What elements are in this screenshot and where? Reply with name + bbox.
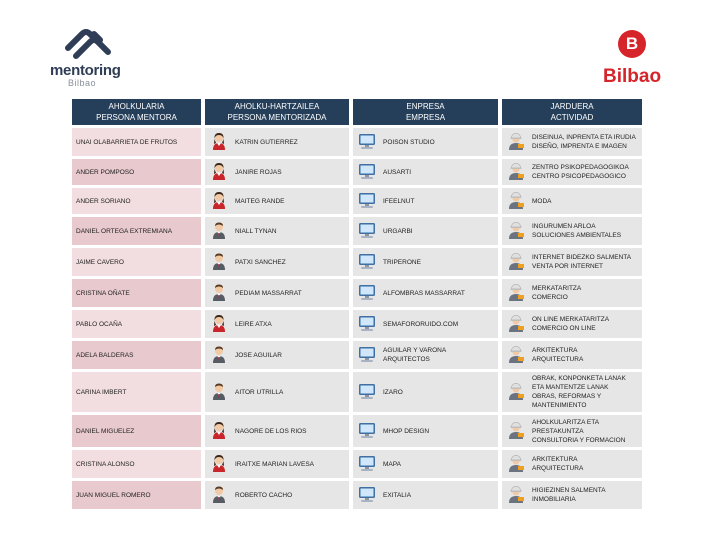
- mentor-cell: [72, 279, 201, 307]
- activity-line: ARKITEKTURA: [532, 456, 578, 463]
- computer-icon: [357, 190, 377, 212]
- activity-cell: [502, 310, 642, 338]
- computer-icon: [357, 381, 377, 403]
- mentee-cell: [205, 372, 349, 412]
- computer-icon: [357, 251, 377, 273]
- mentor-cell: [72, 372, 201, 412]
- company-name: IFEELNUT: [383, 197, 415, 205]
- mentor-name: CRISTINA ALONSO: [76, 460, 135, 468]
- mentor-name: DANIEL MIGUELEZ: [76, 427, 135, 435]
- worker-icon: [506, 381, 526, 403]
- mentee-name: JOSE AGUILAR: [235, 351, 282, 359]
- mentee-cell: [205, 188, 349, 214]
- man-icon: [209, 484, 229, 506]
- mentee-cell: [205, 128, 349, 156]
- activity-line: ZENTRO PSIKOPEDAGOGIKOA: [532, 164, 629, 171]
- activity-line: OBRAK, KONPONKETA LANAK ETA MANTENTZE LANAK: [532, 375, 626, 391]
- mentee-cell: [205, 248, 349, 276]
- computer-icon: [357, 220, 377, 242]
- company-cell: [353, 248, 498, 276]
- company-name: MAPA: [383, 460, 401, 468]
- company-name: EXITALIA: [383, 491, 412, 499]
- activity-cell: [502, 450, 642, 478]
- mentor-name: ANDER SORIANO: [76, 197, 131, 205]
- table-row: [72, 128, 642, 156]
- computer-icon: [357, 161, 377, 183]
- computer-icon: [357, 131, 377, 153]
- worker-icon: [506, 282, 526, 304]
- worker-icon: [506, 313, 526, 335]
- mentoring-table: [68, 96, 646, 512]
- mentor-name: DANIEL ORTEGA EXTREMIANA: [76, 227, 173, 235]
- man-icon: [209, 381, 229, 403]
- activity-line: MERKATARITZA: [532, 285, 582, 292]
- mentor-name: CARINA IMBERT: [76, 388, 127, 396]
- activity-line: MODA: [532, 197, 552, 205]
- mentor-name: JUAN MIGUEL ROMERO: [76, 491, 151, 499]
- activity-line: OBRAS, REFORMAS Y MANTENIMIENTO: [532, 393, 602, 409]
- mentee-cell: [205, 217, 349, 245]
- bilbao-logo-icon: B: [618, 30, 646, 58]
- mentor-cell: [72, 159, 201, 185]
- worker-icon: [506, 453, 526, 475]
- mentor-name: ADELA BALDERAS: [76, 351, 134, 359]
- company-cell: [353, 450, 498, 478]
- header-mentee-eu: AHOLKU-HARTZAILEA: [234, 102, 320, 111]
- company-name: SEMAFORORUIDO.COM: [383, 320, 459, 328]
- mentee-cell: [205, 481, 349, 509]
- worker-icon: [506, 420, 526, 442]
- computer-icon: [357, 484, 377, 506]
- header-activity-es: ACTIVIDAD: [550, 113, 594, 122]
- activity-cell: [502, 248, 642, 276]
- company-cell: [353, 128, 498, 156]
- mentor-name: CRISTINA OÑATE: [76, 289, 130, 297]
- mentor-cell: [72, 128, 201, 156]
- company-cell: [353, 341, 498, 369]
- bilbao-logo-text: Bilbao: [603, 66, 662, 87]
- company-name: ALFOMBRAS MASSARRAT: [383, 289, 465, 297]
- activity-cell: [502, 279, 642, 307]
- mentee-name: AITOR UTRILLA: [235, 388, 284, 396]
- header-mentor-eu: AHOLKULARIA: [108, 102, 165, 111]
- table-row: [72, 481, 642, 509]
- woman-icon: [209, 453, 229, 475]
- company-cell: [353, 481, 498, 509]
- mentor-cell: [72, 248, 201, 276]
- worker-icon: [506, 251, 526, 273]
- mentee-name: MAITEG RANDE: [235, 197, 285, 205]
- woman-icon: [209, 131, 229, 153]
- mentor-cell: [72, 188, 201, 214]
- activity-cell: [502, 341, 642, 369]
- man-icon: [209, 251, 229, 273]
- man-icon: [209, 282, 229, 304]
- computer-icon: [357, 420, 377, 442]
- header-mentee-es: PERSONA MENTORIZADA: [227, 113, 327, 122]
- table-row: [72, 188, 642, 214]
- mentor-cell: [72, 217, 201, 245]
- company-name: URGARBI: [383, 227, 413, 235]
- activity-cell: [502, 415, 642, 447]
- mentee-cell: [205, 159, 349, 185]
- header-mentor: [72, 99, 201, 125]
- mentee-cell: [205, 450, 349, 478]
- mentor-cell: [72, 450, 201, 478]
- company-name: AGUILAR Y VARONA ARQUITECTOS: [383, 347, 446, 363]
- table-row: [72, 450, 642, 478]
- woman-icon: [209, 420, 229, 442]
- woman-icon: [209, 161, 229, 183]
- mentor-name: JAIME CAVERO: [76, 258, 124, 266]
- header-activity-eu: JARDUERA: [550, 102, 594, 111]
- activity-line: DISEINUA, INPRENTA ETA IRUDIA: [532, 134, 636, 141]
- company-name: POISON STUDIO: [383, 138, 435, 146]
- computer-icon: [357, 282, 377, 304]
- table-row: [72, 310, 642, 338]
- company-cell: [353, 279, 498, 307]
- table-row: [72, 159, 642, 185]
- mentee-cell: [205, 279, 349, 307]
- table-row: [72, 341, 642, 369]
- company-name: MHOP DESIGN: [383, 427, 430, 435]
- worker-icon: [506, 190, 526, 212]
- activity-cell: [502, 188, 642, 214]
- computer-icon: [357, 313, 377, 335]
- activity-cell: [502, 481, 642, 509]
- man-icon: [209, 344, 229, 366]
- mentee-name: LEIRE ATXA: [235, 320, 272, 328]
- company-cell: [353, 188, 498, 214]
- activity-line: COMERCIO ON LINE: [532, 325, 596, 332]
- activity-line: DISEÑO, IMPRENTA E IMAGEN: [532, 143, 627, 150]
- activity-line: ARQUITECTURA: [532, 356, 584, 363]
- mentor-cell: [72, 310, 201, 338]
- mentee-name: NAGORE DE LOS RIOS: [235, 427, 307, 435]
- mentee-cell: [205, 310, 349, 338]
- company-cell: [353, 415, 498, 447]
- mentee-name: JANIRE ROJAS: [235, 168, 282, 176]
- table-header-row: [72, 99, 642, 125]
- computer-icon: [357, 344, 377, 366]
- activity-line: CENTRO PSICOPEDAGOGICO: [532, 173, 626, 180]
- mentee-name: IRAITXE MARIAN LAVESA: [235, 460, 314, 468]
- mentee-name: PATXI SANCHEZ: [235, 258, 286, 266]
- mentor-name: UNAI OLABARRIETA DE FRUTOS: [76, 138, 178, 146]
- header-activity: [502, 99, 642, 125]
- header-mentor-es: PERSONA MENTORA: [96, 113, 177, 122]
- activity-line: AHOLKULARITZA ETA PRESTAKUNTZA: [532, 418, 599, 435]
- mentee-name: NIALL TYNAN: [235, 227, 277, 235]
- activity-line: ARQUITECTURA: [532, 465, 584, 472]
- mentor-name: ANDER POMPOSO: [76, 168, 135, 176]
- mentee-name: KATRIN GUTIERREZ: [235, 138, 298, 146]
- worker-icon: [506, 344, 526, 366]
- activity-line: CONSULTORIA Y FORMACION: [532, 436, 626, 444]
- activity-cell: [502, 128, 642, 156]
- woman-icon: [209, 190, 229, 212]
- company-cell: [353, 310, 498, 338]
- activity-cell: [502, 372, 642, 412]
- activity-line: INTERNET BIDEZKO SALMENTA: [532, 254, 632, 261]
- activity-line: ON LINE MERKATARITZA: [532, 316, 610, 323]
- table-row: [72, 217, 642, 245]
- header-mentee: [205, 99, 349, 125]
- table-row: [72, 372, 642, 412]
- header-company-es: EMPRESA: [405, 113, 446, 122]
- activity-line: ARKITEKTURA: [532, 347, 578, 354]
- activity-line: INGURUMEN ARLOA: [532, 223, 596, 230]
- company-name: AUSARTI: [383, 168, 412, 176]
- activity-line: VENTA POR INTERNET: [532, 263, 604, 270]
- activity-line: INMOBILIARIA: [532, 496, 576, 503]
- mentor-cell: [72, 415, 201, 447]
- activity-cell: [502, 159, 642, 185]
- man-icon: [209, 220, 229, 242]
- table-row: [72, 279, 642, 307]
- mentoring-logo-subtext: Bilbao: [68, 78, 97, 88]
- worker-icon: [506, 131, 526, 153]
- company-name: IZARO: [383, 388, 403, 396]
- worker-icon: [506, 484, 526, 506]
- activity-line: COMERCIO: [532, 294, 568, 301]
- mentoring-logo-text: mentoring: [50, 62, 121, 79]
- mentee-cell: [205, 341, 349, 369]
- woman-icon: [209, 313, 229, 335]
- worker-icon: [506, 161, 526, 183]
- mentor-cell: [72, 341, 201, 369]
- company-name: TRIPERONE: [383, 258, 421, 266]
- computer-icon: [357, 453, 377, 475]
- mentee-name: ROBERTO CACHO: [235, 491, 293, 499]
- mentee-name: PEDIAM MASSARRAT: [235, 289, 302, 297]
- worker-icon: [506, 220, 526, 242]
- mentee-cell: [205, 415, 349, 447]
- company-cell: [353, 372, 498, 412]
- mentor-name: PABLO OCAÑA: [76, 320, 123, 328]
- header-company-eu: ENPRESA: [406, 102, 445, 111]
- company-cell: [353, 217, 498, 245]
- mentor-cell: [72, 481, 201, 509]
- activity-line: SOLUCIONES AMBIENTALES: [532, 232, 622, 239]
- table-row: [72, 248, 642, 276]
- activity-line: HIGIEZINEN SALMENTA: [532, 487, 606, 494]
- activity-cell: [502, 217, 642, 245]
- company-cell: [353, 159, 498, 185]
- table-row: [72, 415, 642, 447]
- header-company: [353, 99, 498, 125]
